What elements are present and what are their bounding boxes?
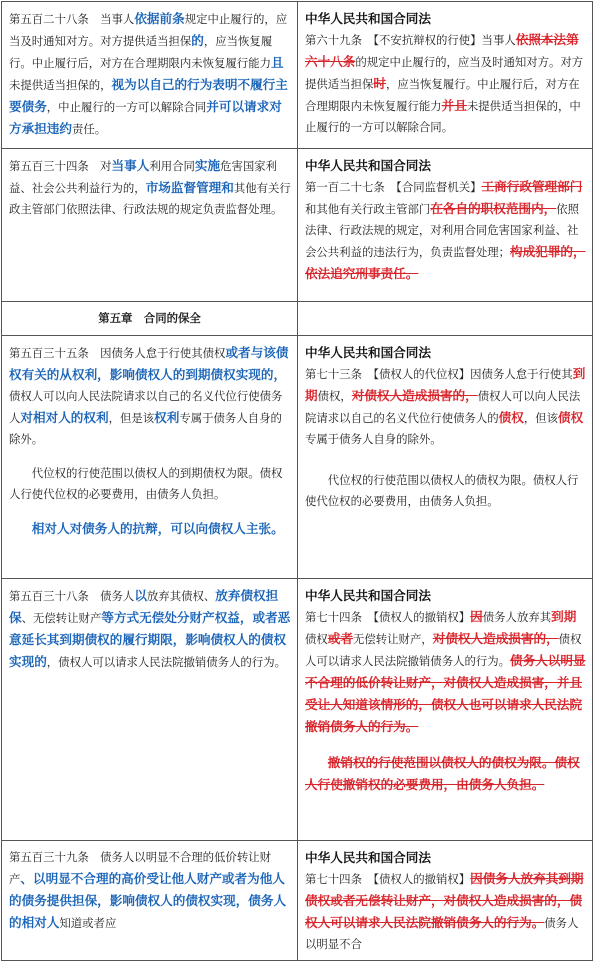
- text-segment: 第七十四条 【债权人的撤销权】: [305, 872, 471, 886]
- comparison-table: [1, 1, 593, 961]
- text-segment: 债权人可以向人民法院请求以自己的名义代位行使债务人: [9, 389, 283, 425]
- law-title: 中华人民共和国合同法: [305, 850, 431, 865]
- added-text: 的: [191, 33, 204, 48]
- law-title: 中华人民共和国合同法: [305, 11, 431, 26]
- text-segment: 依照法律、行政法规的规定，对利用合同危害国家利益、社会公共利益的违法行为，负责监督处理；: [305, 202, 580, 259]
- text-segment: 第五百二十八条 当事人: [9, 12, 135, 26]
- added-text: 且: [271, 55, 284, 70]
- chapter-empty-cell: [298, 302, 593, 336]
- deleted-text: 撤销权的行使范围以债权人的债权为限。债权人行使撤销权的必要费用，由债务人负担。: [305, 755, 580, 792]
- old-article-69: [298, 2, 593, 149]
- law-title: 中华人民共和国合同法: [305, 345, 431, 360]
- deleted-text: 对债权人造成损害的，: [432, 631, 559, 646]
- added-text: 放弃债权担保: [9, 588, 279, 625]
- text-segment: 债务人放弃其: [482, 610, 552, 624]
- text-segment: 未提供适当担保的，: [9, 78, 112, 92]
- deleted-text: 工商行政管理部门: [481, 179, 583, 194]
- text-segment: 第一百二十七条 【合同监督机关】: [305, 180, 482, 194]
- added-text: 等方式无偿处分财产权益，或者恶意延长其到期债权的履行期限，影响债权人的债权实现的: [9, 610, 291, 669]
- chapter-heading: 第五章 合同的保全: [2, 302, 298, 336]
- text-segment: ，但是该: [108, 411, 155, 425]
- text-segment: 代位权的行使范围以债权人的债权为限。债权人行使代位权的必要费用，由债务人负担。: [305, 473, 579, 508]
- text-segment: 其他有关行政主管部门依照法律、行政法规的规定负责监督处理。: [9, 181, 291, 216]
- table-row: [2, 2, 593, 149]
- text-segment: 未提供适当担保的，中止履行的一方可以解除合同。: [305, 99, 581, 134]
- deleted-text: 因: [470, 609, 483, 624]
- deleted-text: 因债务人放弃其到期债权或者无偿转让财产，对债权人造成损害的，债权人可以请求人民法院撤销债务人的行为。: [305, 871, 584, 930]
- added-text: 以: [134, 588, 147, 603]
- deleted-text: 或者: [327, 631, 353, 646]
- new-article-528: [2, 2, 298, 149]
- law-title: 中华人民共和国合同法: [305, 588, 431, 603]
- text-segment: ，应当恢复履行。中止履行后，对方在合理期限内未恢复履行能力: [9, 34, 273, 70]
- text-segment: 第五百三十五条 因债务人怠于行使其债权: [9, 346, 226, 360]
- added-text: 、以明显不合理的高价受让他人财产或者为他人的债务提供担保，影响债权人的债权实现，债务人的相对人: [9, 871, 287, 930]
- text-segment: 第五百三十九条 债务人以明显不合理的低价转让财产: [9, 850, 271, 886]
- text-segment: ，但该: [523, 411, 559, 425]
- deleted-text: 对债权人造成损害的，: [351, 388, 478, 403]
- text-segment: ，债权人可以请求人民法院撤销债务人的行为。: [46, 655, 286, 669]
- added-text: 实施: [194, 158, 221, 173]
- added-text: 视为以自己的行为表明不履行主要债务: [9, 77, 288, 114]
- text-segment: 的规定中止履行的，应当及时通知对方。对方提供适当担保: [305, 55, 584, 91]
- text-segment: 债权，: [317, 389, 352, 403]
- text-segment: 第六十九条 【不安抗辩权的行使】当事人: [305, 33, 516, 47]
- added-text: 依据前条: [134, 11, 185, 26]
- added-text: 市场监督管理和: [145, 180, 234, 195]
- changed-text: 债权: [558, 410, 584, 425]
- text-segment: 危害国家利益、社会公共利益行为的，: [9, 159, 278, 195]
- text-segment: 、无偿转让财产: [21, 611, 102, 625]
- text-segment: 债务人以明显不合: [305, 916, 579, 951]
- text-segment: 利用合同: [149, 159, 195, 173]
- text-segment: 第七十三条 【债权人的代位权】因债务人怠于行使其: [305, 367, 573, 381]
- text-segment: 债权人可以请求人民法院撤销债务人的行为。: [305, 632, 582, 668]
- deleted-text: 债务人以明显不合理的低价转让财产，对债权人造成损害，并且受让人知道该情形的，债权人也可以请求人民法院撤销债务人的行为。: [305, 653, 586, 734]
- table-row: [2, 336, 593, 579]
- added-text: 当事人: [111, 158, 150, 173]
- old-article-127: [298, 149, 593, 302]
- deleted-text: 构成犯罪的，依法追究刑事责任。: [305, 244, 586, 281]
- added-text: 相对人对债务人的抗辩，可以向债权人主张。: [31, 521, 284, 536]
- text-segment: 专属于债务人自身的除外。: [9, 411, 282, 446]
- text-segment: 第七十四条 【债权人的撤销权】: [305, 610, 471, 624]
- text-segment: ，应当恢复履行。中止履行后，对方在合理期限内未恢复履行能力: [305, 77, 580, 113]
- text-segment: 责任。: [71, 122, 107, 136]
- changed-text: 到期: [551, 609, 577, 624]
- law-title: 中华人民共和国合同法: [305, 158, 431, 173]
- old-article-73: [298, 336, 593, 579]
- new-article-535: [2, 336, 298, 579]
- text-segment: 专属于债务人自身的除外。: [305, 432, 442, 446]
- text-segment: 债权人可以向人民法院请求以自己的名义代位行使债务人的: [305, 389, 581, 425]
- text-segment: ，中止履行的一方可以解除合同: [46, 100, 207, 114]
- old-article-74: [298, 579, 593, 841]
- added-text: 或者与该债权有关的从权利，影响债权人的到期债权实现的，: [9, 345, 289, 382]
- text-segment: 和其他有关行政主管部门: [305, 202, 431, 216]
- added-text: 对相对人的权利: [20, 410, 109, 425]
- new-article-538: [2, 579, 298, 841]
- changed-text: 到期: [305, 366, 586, 403]
- text-segment: 代位权的行使范围以债权人的到期债权为限。债权人行使代位权的必要费用，由债务人负担。: [9, 466, 283, 501]
- new-article-539: [2, 841, 298, 961]
- deleted-text: 在各自的职权范围内，: [430, 201, 557, 216]
- deleted-text: 依照本法第六十八条: [305, 32, 579, 69]
- chapter-row: [2, 302, 593, 336]
- text-segment: 债权: [305, 632, 328, 646]
- text-segment: 第五百三十四条 对: [9, 159, 112, 173]
- deleted-text: 并且: [441, 98, 467, 113]
- table-row: [2, 149, 593, 302]
- new-article-534: [2, 149, 298, 302]
- added-text: 权利: [154, 410, 180, 425]
- text-segment: 知道或者应: [59, 916, 117, 930]
- text-segment: 第五百三十八条 债务人: [9, 589, 135, 603]
- table-row: [2, 579, 593, 841]
- changed-text: 债权: [498, 410, 524, 425]
- text-segment: 放弃其债权、: [146, 589, 216, 603]
- added-text: 并可以请求对方承担违约: [9, 99, 282, 136]
- table-row: [2, 841, 593, 961]
- old-article-74-b: [298, 841, 593, 961]
- text-segment: 无偿转让财产，: [352, 632, 433, 646]
- deleted-text: 时: [373, 76, 386, 91]
- text-segment: 规定中止履行的，应当及时通知对方。对方提供适当担保: [9, 12, 288, 48]
